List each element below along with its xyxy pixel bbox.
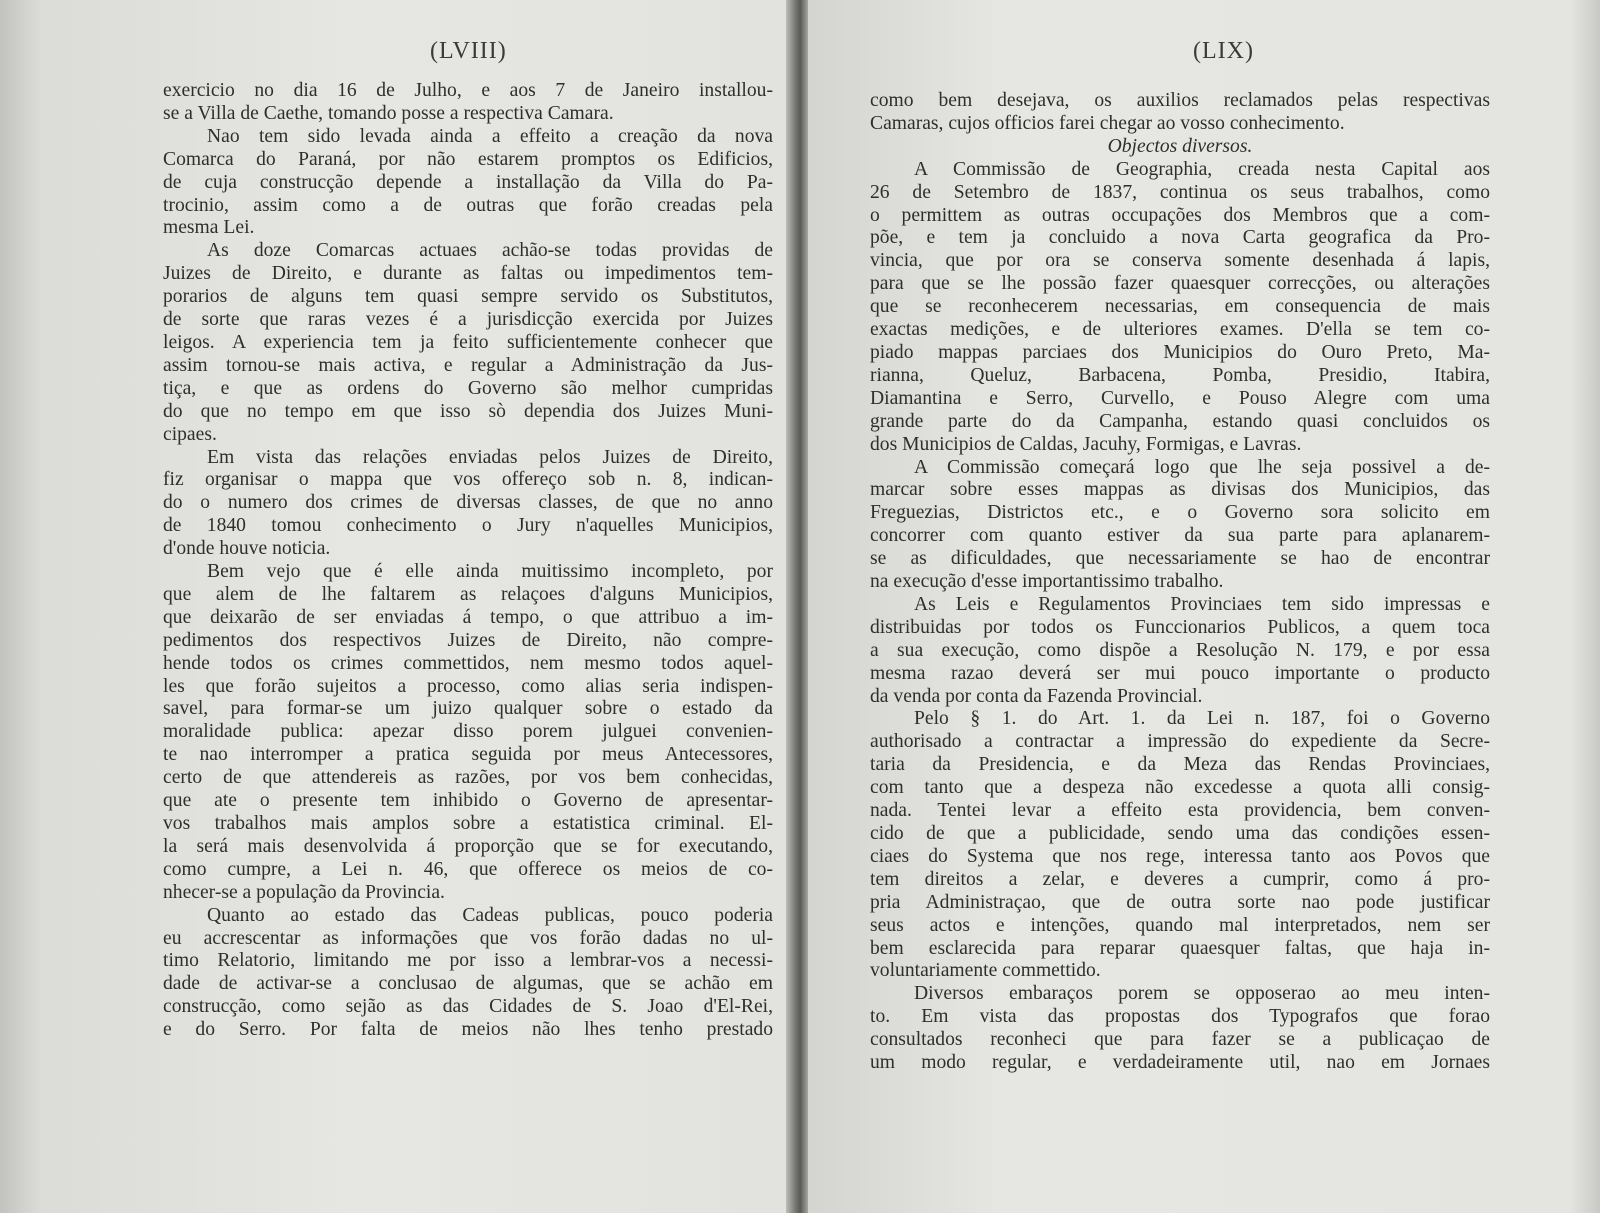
text-line: Quanto ao estado das Cadeas publicas, pouco poderia [207,904,773,926]
text-line: que deixarão de ser enviadas á tempo, o que attribuo a im- [163,606,773,628]
text-line: que ate o presente tem inhibido o Governo de apresentar- [163,790,773,812]
text-line: seus actos e intenções, quando mal interpretados, nem ser [870,914,1490,936]
text-line: consultados reconheci que para fazer se a publicaçao de [870,1029,1490,1051]
text-line: Diversos embaraços porem se opposerao ao meu inten- [914,983,1490,1005]
text-line: exercicio no dia 16 de Julho, e aos 7 de Janeiro installou- [163,80,773,101]
text-line: Bem vejo que é elle ainda muitissimo incompleto, por [207,561,773,583]
text-line: que alem de lhe faltarem as relaçoes d'alguns Municipios, [163,583,773,605]
text-line: dade de activar-se a conclusao de algumas, que se achão em [163,973,773,995]
right-page-body [870,90,1490,1075]
text-line: cipaes. [163,423,217,445]
text-line: como bem desejava, os auxilios reclamados pelas respectivas [870,90,1490,111]
text-line: As Leis e Regulamentos Provinciaes tem sido impressas e [914,593,1490,615]
text-line: Diamantina e Serro, Curvello, e Pouso Alegre com uma [870,387,1490,409]
text-line: construcção, como sejão as das Cidades de S. Joao d'El-Rei, [163,996,773,1018]
text-line: de cuja construcção depende a installação da Villa do Pa- [163,171,773,193]
text-line: d'onde houve noticia. [163,538,331,560]
text-line: trocinio, assim como a de outras que forão creadas pela [163,194,773,216]
text-line: to. Em vista das propostas dos Typografos que forao [870,1006,1490,1028]
text-line: A Commissão começará logo que lhe seja possivel a de- [914,456,1490,478]
text-line: savel, para formar-se um juizo qualquer sobre o estado da [163,698,773,720]
text-line: Camaras, cujos officios farei chegar ao vosso conhecimento. [870,112,1345,134]
text-line: fiz organisar o mappa que vos offereço sob n. 8, indican- [163,469,773,491]
text-line: cido de que a publicidade, sendo uma das condições essen- [870,823,1490,844]
text-line: da venda por conta da Fazenda Provincial. [870,685,1203,707]
text-line: eu accrescentar as informações que vos forão dadas no ul- [163,927,773,949]
left-page [0,0,790,1213]
text-line: Nao tem sido levada ainda a effeito a creação da nova [207,125,773,147]
text-line: bem esclarecida para reparar quaesquer faltas, que haja in- [870,937,1490,959]
text-line: taria da Presidencia, e da Meza das Rendas Provinciaes, [870,754,1490,776]
text-line: vincia, que por ora se conserva somente desenhada á lapis, [870,250,1490,272]
left-page-body [163,80,773,1042]
text-line: concorrer com quanto estiver da sua parte para aplanarem- [870,525,1490,547]
text-line: para que se lhe possão fazer quaesquer correcções, ou alterações [870,273,1490,295]
text-line: les que forão sujeitos a processo, como alias seria indispen- [163,675,773,697]
text-line: distribuidas por todos os Funccionarios Publicos, a quem toca [870,616,1490,638]
text-line: A Commissão de Geographia, creada nesta Capital aos [914,158,1490,180]
text-line: nada. Tentei levar a effeito esta providencia, bem conven- [870,800,1490,822]
text-line: se a Villa de Caethe, tomando posse a respectiva Camara. [163,102,614,124]
text-line: piado mappas parciaes dos Municipios do Ouro Preto, Ma- [870,341,1490,363]
text-line: ciaes do Systema que nos rege, interessa tanto aos Povos que [870,845,1490,867]
text-line: com tanto que a despeza não excedesse a quota alli consig- [870,777,1490,799]
text-line: põe, e tem ja concluido a nova Carta geografica da Pro- [870,227,1490,249]
text-line: rianna, Queluz, Barbacena, Pomba, Presidio, Itabira, [870,364,1490,386]
text-line: mesma razao deverá ser mui pouco importante o producto [870,662,1490,684]
text-line: Em vista das relações enviadas pelos Juizes de Direito, [207,446,773,468]
text-line: porarios de alguns tem quasi sempre servido os Substitutos, [163,286,773,308]
page-edge-shadow [0,0,40,1213]
text-line: timo Relatorio, limitando me por isso a lembrar-vos a necessi- [163,950,773,972]
text-line: pria Administraçao, que de outra sorte nao pode justificar [870,891,1490,913]
text-line: a sua execução, como dispõe a Resolução N. 179, e por essa [870,639,1490,661]
text-line: marcar sobre esses mappas as divisas dos Municipios, das [870,479,1490,501]
text-line: que se reconhecerem necessarias, em consequencia de mais [870,296,1490,318]
text-line: se as dificuldades, que necessariamente se hao de encontrar [870,548,1490,570]
text-line: de sorte que raras vezes é a jurisdicção exercida por Juizes [163,309,773,331]
text-line: um modo regular, e verdadeiramente util, nao em Jornaes [870,1052,1490,1074]
text-line: 26 de Setembro de 1837, continua os seus trabalhos, como [870,181,1490,203]
text-line: exactas medições, e de ulteriores exames. D'ella se tem co- [870,319,1490,341]
text-line: Objectos diversos. [1107,135,1253,157]
text-line: grande parte do da Campanha, estando quasi concluidos os [870,410,1490,432]
text-line: tem direitos a zelar, e deveres a cumprir, como á pro- [870,868,1490,890]
text-line: Pelo § 1. do Art. 1. da Lei n. 187, foi o Governo [914,708,1490,730]
text-line: mesma Lei. [163,217,255,239]
text-line: assim tornou-se mais activa, e regular a Administração da Jus- [163,354,773,376]
text-line: o permittem as outras occupações dos Membros que a com- [870,204,1490,226]
text-line: Freguezias, Districtos etc., e o Governo sora solicito em [870,502,1490,524]
text-line: moralidade publica: apezar disso porem julguei convenien- [163,721,773,743]
text-line: nhecer-se a população da Provincia. [163,881,445,903]
text-line: na execução d'esse importantissimo trabalho. [870,571,1224,593]
text-line: pedimentos dos respectivos Juizes de Direito, não compre- [163,629,773,651]
text-line: do o numero dos crimes de diversas classes, de que no anno [163,492,773,514]
text-line: como cumpre, a Lei n. 46, que offerece os meios de co- [163,858,773,880]
text-line: te nao interromper a pratica seguida por meus Antecessores, [163,744,773,766]
page-edge-shadow [1570,0,1600,1213]
page-number-left: (LVIII) [430,38,507,64]
text-line: do que no tempo em que isso sò dependia dos Juizes Muni- [163,400,773,422]
text-line: voluntariamente commettido. [870,960,1101,982]
text-line: authorisado a contractar a impressão do expediente da Secre- [870,731,1490,753]
right-page [808,0,1600,1213]
page-number-right: (LIX) [1193,38,1254,64]
text-line: leigos. A experiencia tem ja feito sufficientemente conhecer que [163,331,773,353]
text-line: e do Serro. Por falta de meios não lhes tenho prestado [163,1019,773,1041]
text-line: vos trabalhos mais amplos sobre a estatistica criminal. El- [163,813,773,834]
text-line: de 1840 tomou conhecimento o Jury n'aquelles Municipios, [163,515,773,537]
text-line: dos Municipios de Caldas, Jacuhy, Formigas, e Lavras. [870,433,1302,455]
text-line: Juizes de Direito, e durante as faltas ou impedimentos tem- [163,263,773,285]
text-line: certo de que attendereis as razões, por vos bem conhecidas, [163,767,773,789]
text-line: la será mais desenvolvida á proporção que se for executando, [163,835,773,857]
text-line: As doze Comarcas actuaes achão-se todas providas de [207,240,773,262]
text-line: Comarca do Paraná, por não estarem promptos os Edificios, [163,148,773,170]
text-line: tiça, e que as ordens do Governo são melhor cumpridas [163,377,773,399]
text-line: hende todos os crimes commettidos, nem mesmo todos aquel- [163,652,773,674]
